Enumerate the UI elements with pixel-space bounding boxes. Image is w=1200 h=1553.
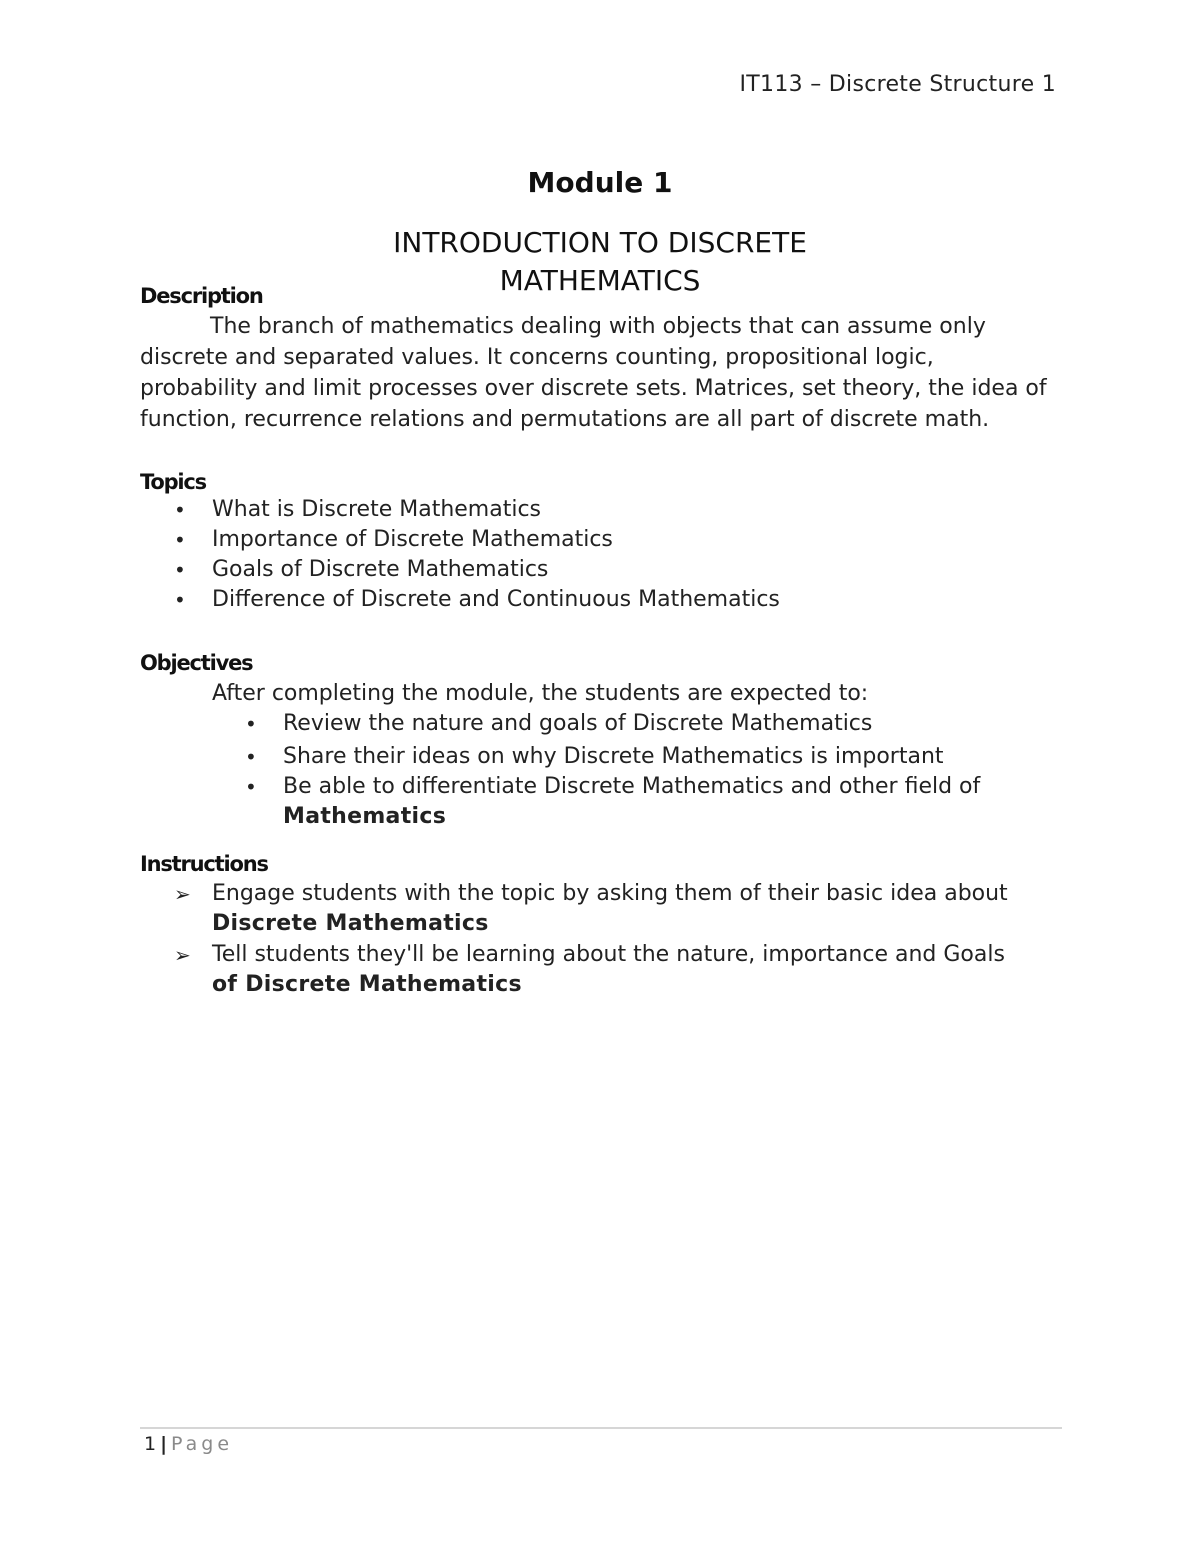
header-course-title: IT113 – Discrete Structure 1	[739, 72, 1056, 97]
bullet-icon: •	[174, 558, 186, 582]
instructions-list	[174, 879, 1008, 1000]
objectives-heading: Objectives	[140, 651, 253, 675]
instruction-text-continued: of Discrete Mathematics	[212, 972, 522, 997]
objective-text: Be able to differentiate Discrete Mathematics and other field of	[283, 774, 981, 799]
instruction-item	[174, 879, 1008, 939]
instruction-text: Tell students they'll be learning about the nature, importance and Goals	[212, 942, 1005, 967]
description-paragraph	[140, 311, 1050, 435]
footer-divider	[140, 1427, 1062, 1429]
bullet-icon: •	[174, 588, 186, 612]
page-number: 1	[144, 1433, 157, 1455]
objective-text-continued: Mathematics	[283, 804, 447, 829]
topic-text: Goals of Discrete Mathematics	[212, 557, 549, 582]
module-title-line-1: INTRODUCTION TO DISCRETE	[393, 226, 807, 259]
objective-item	[245, 772, 981, 832]
topic-item	[174, 525, 780, 555]
description-text: The branch of mathematics dealing with objects that can assume only discrete and separated values. It concerns counting, propositional logic, probability and limit processes over discrete sets. Matrices, set theory, the idea of function, recurrence relations and permutations are all part of discrete math.	[140, 314, 1047, 432]
topic-item	[174, 495, 780, 525]
instruction-item	[174, 940, 1008, 1000]
topic-text: What is Discrete Mathematics	[212, 497, 542, 522]
instruction-text: Engage students with the topic by asking them of their basic idea about	[212, 881, 1008, 906]
bullet-icon: •	[174, 498, 186, 522]
objective-item	[245, 742, 980, 772]
topic-text: Importance of Discrete Mathematics	[212, 527, 613, 552]
topics-heading: Topics	[140, 470, 206, 494]
objective-text: Review the nature and goals of Discrete Mathematics	[283, 711, 873, 736]
arrow-bullet-icon: ➢	[174, 943, 191, 967]
bullet-icon: •	[174, 528, 186, 552]
topic-item	[174, 585, 780, 615]
bullet-icon: •	[245, 745, 257, 769]
arrow-bullet-icon: ➢	[174, 882, 191, 906]
bullet-icon: •	[245, 712, 257, 736]
topics-list	[174, 495, 780, 615]
module-title-line-2: MATHEMATICS	[499, 264, 701, 297]
instructions-heading: Instructions	[140, 852, 268, 876]
page-label: Page	[171, 1433, 234, 1455]
bullet-icon: •	[245, 775, 257, 799]
footer-separator: |	[160, 1433, 168, 1455]
objectives-list	[245, 709, 981, 832]
objective-text: Share their ideas on why Discrete Mathematics is important	[283, 744, 944, 769]
description-heading: Description	[140, 284, 263, 308]
instruction-text-continued: Discrete Mathematics	[212, 911, 489, 936]
topic-text: Difference of Discrete and Continuous Mathematics	[212, 587, 780, 612]
objectives-intro: After completing the module, the students are expected to:	[212, 681, 869, 706]
topic-item	[174, 555, 780, 585]
module-label: Module 1	[527, 166, 673, 199]
page-footer	[144, 1433, 233, 1455]
objective-item	[245, 709, 980, 739]
